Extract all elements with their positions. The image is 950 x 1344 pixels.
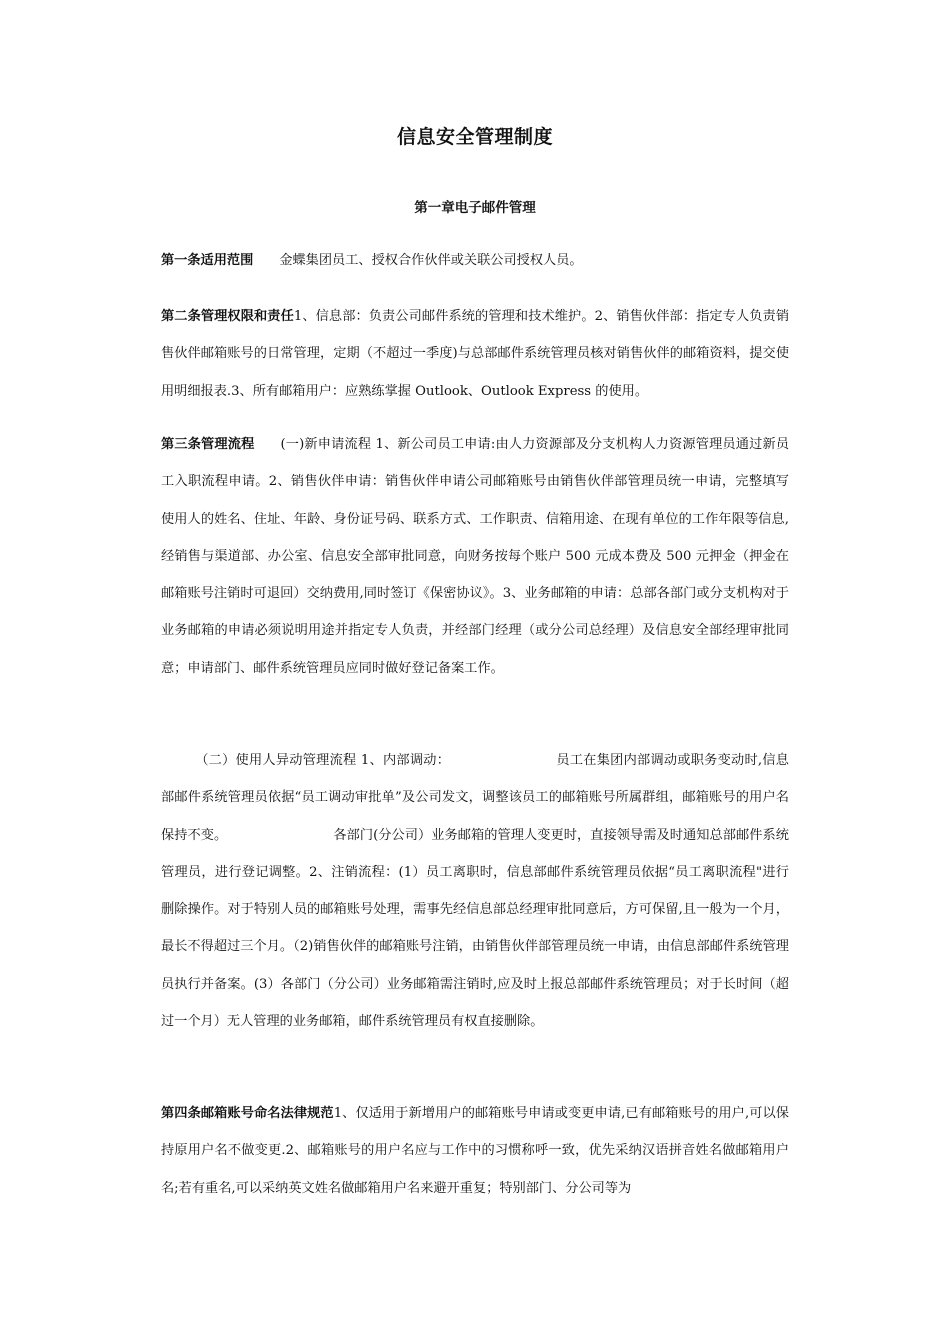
article-3-section-2 bbox=[161, 742, 789, 1040]
chapter-heading: 第一章电子邮件管理 bbox=[414, 200, 536, 216]
article-4-heading: 第四条邮箱账号命名法律规范 bbox=[161, 1106, 334, 1121]
article-2-heading: 第二条管理权限和责任 bbox=[161, 309, 294, 324]
article-3-section-2-part-1: （二）使用人异动管理流程 1、内部调动： bbox=[195, 753, 451, 768]
article-4 bbox=[161, 1095, 789, 1207]
article-2-body: 1、信息部：负责公司邮件系统的管理和技术维护。2、销售伙伴部：指定专人负责销售伙伴邮箱账号的日常管理，定期（不超过一季度)与总部邮件系统管理员核对销售伙伴的邮箱资料，提交使用明细报表.3、所有邮箱用户：应熟练掌握 Outlook、Outlook Express 的使用。 bbox=[161, 309, 790, 399]
article-3-section-2-part-3: 各部门(分公司）业务邮箱的管理人变更时，直接领导需及时通知总部邮件系统管理员，进行登记调整。2、注销流程：(1）员工离职时，信息部邮件系统管理员依据“员工离职流程"进行删除操作。对于特别人员的邮箱账号处理，需事先经信息部总经理审批同意后，方可保留,且一般为一个月，最长不得超过三个月。（2)销售伙伴的邮箱账号注销，由销售伙伴部管理员统一申请，由信息部邮件系统管理员执行并备案。(3）各部门（分公司）业务邮箱需注销时,应及时上报总部邮件系统管理员；对于长时间（超过一个月）无人管理的业务邮箱，邮件系统管理员有权直接删除。 bbox=[161, 827, 789, 1030]
article-1-heading: 第一条适用范围 bbox=[161, 253, 254, 268]
document-title: 信息安全管理制度 bbox=[396, 126, 553, 148]
article-3-section-2-part-2: 员工在集团内部调动或职务变动时,信息部邮件系统管理员依据“员工调动审批单”及公司发文，调整该员工的邮箱账号所属群组，邮箱账号的用户名保持不变。 bbox=[161, 753, 789, 843]
article-4-body: 1、仅适用于新增用户的邮箱账号申请或变更申请,已有邮箱账号的用户,可以保持原用户名不做变更.2、邮箱账号的用户名应与工作中的习惯称呼一致，优先采纳汉语拼音姓名做邮箱用户名;若有重名,可以采纳英文姓名做邮箱用户名来避开重复；特别部门、分公司等为 bbox=[161, 1106, 789, 1196]
article-3 bbox=[161, 426, 789, 687]
article-3-body: (一)新申请流程 1、新公司员工申请:由人力资源部及分支机构人力资源管理员通过新员工入职流程申请。2、销售伙伴申请：销售伙伴申请公司邮箱账号由销售伙伴部管理员统一申请，完整填写使用人的姓名、住址、年龄、身份证号码、联系方式、工作职责、信箱用途、在现有单位的工作年限等信息,经销售与渠道部、办公室、信息安全部审批同意，向财务按每个账户 500 元成本费及 500 元押金（押金在邮箱账号注销时可退回）交纳费用,同时签订《保密协议》。3、业务邮箱的申请：总部各部门或分支机构对于业务邮箱的申请必须说明用途并指定专人负责，并经部门经理（或分公司总经理）及信息安全部经理审批同意；申请部门、邮件系统管理员应同时做好登记备案工作。 bbox=[161, 437, 790, 676]
article-1 bbox=[161, 242, 789, 279]
article-2 bbox=[161, 298, 789, 410]
article-3-heading: 第三条管理流程 bbox=[161, 437, 255, 452]
article-1-body: 金蝶集团员工、授权合作伙伴或关联公司授权人员。 bbox=[279, 253, 583, 268]
